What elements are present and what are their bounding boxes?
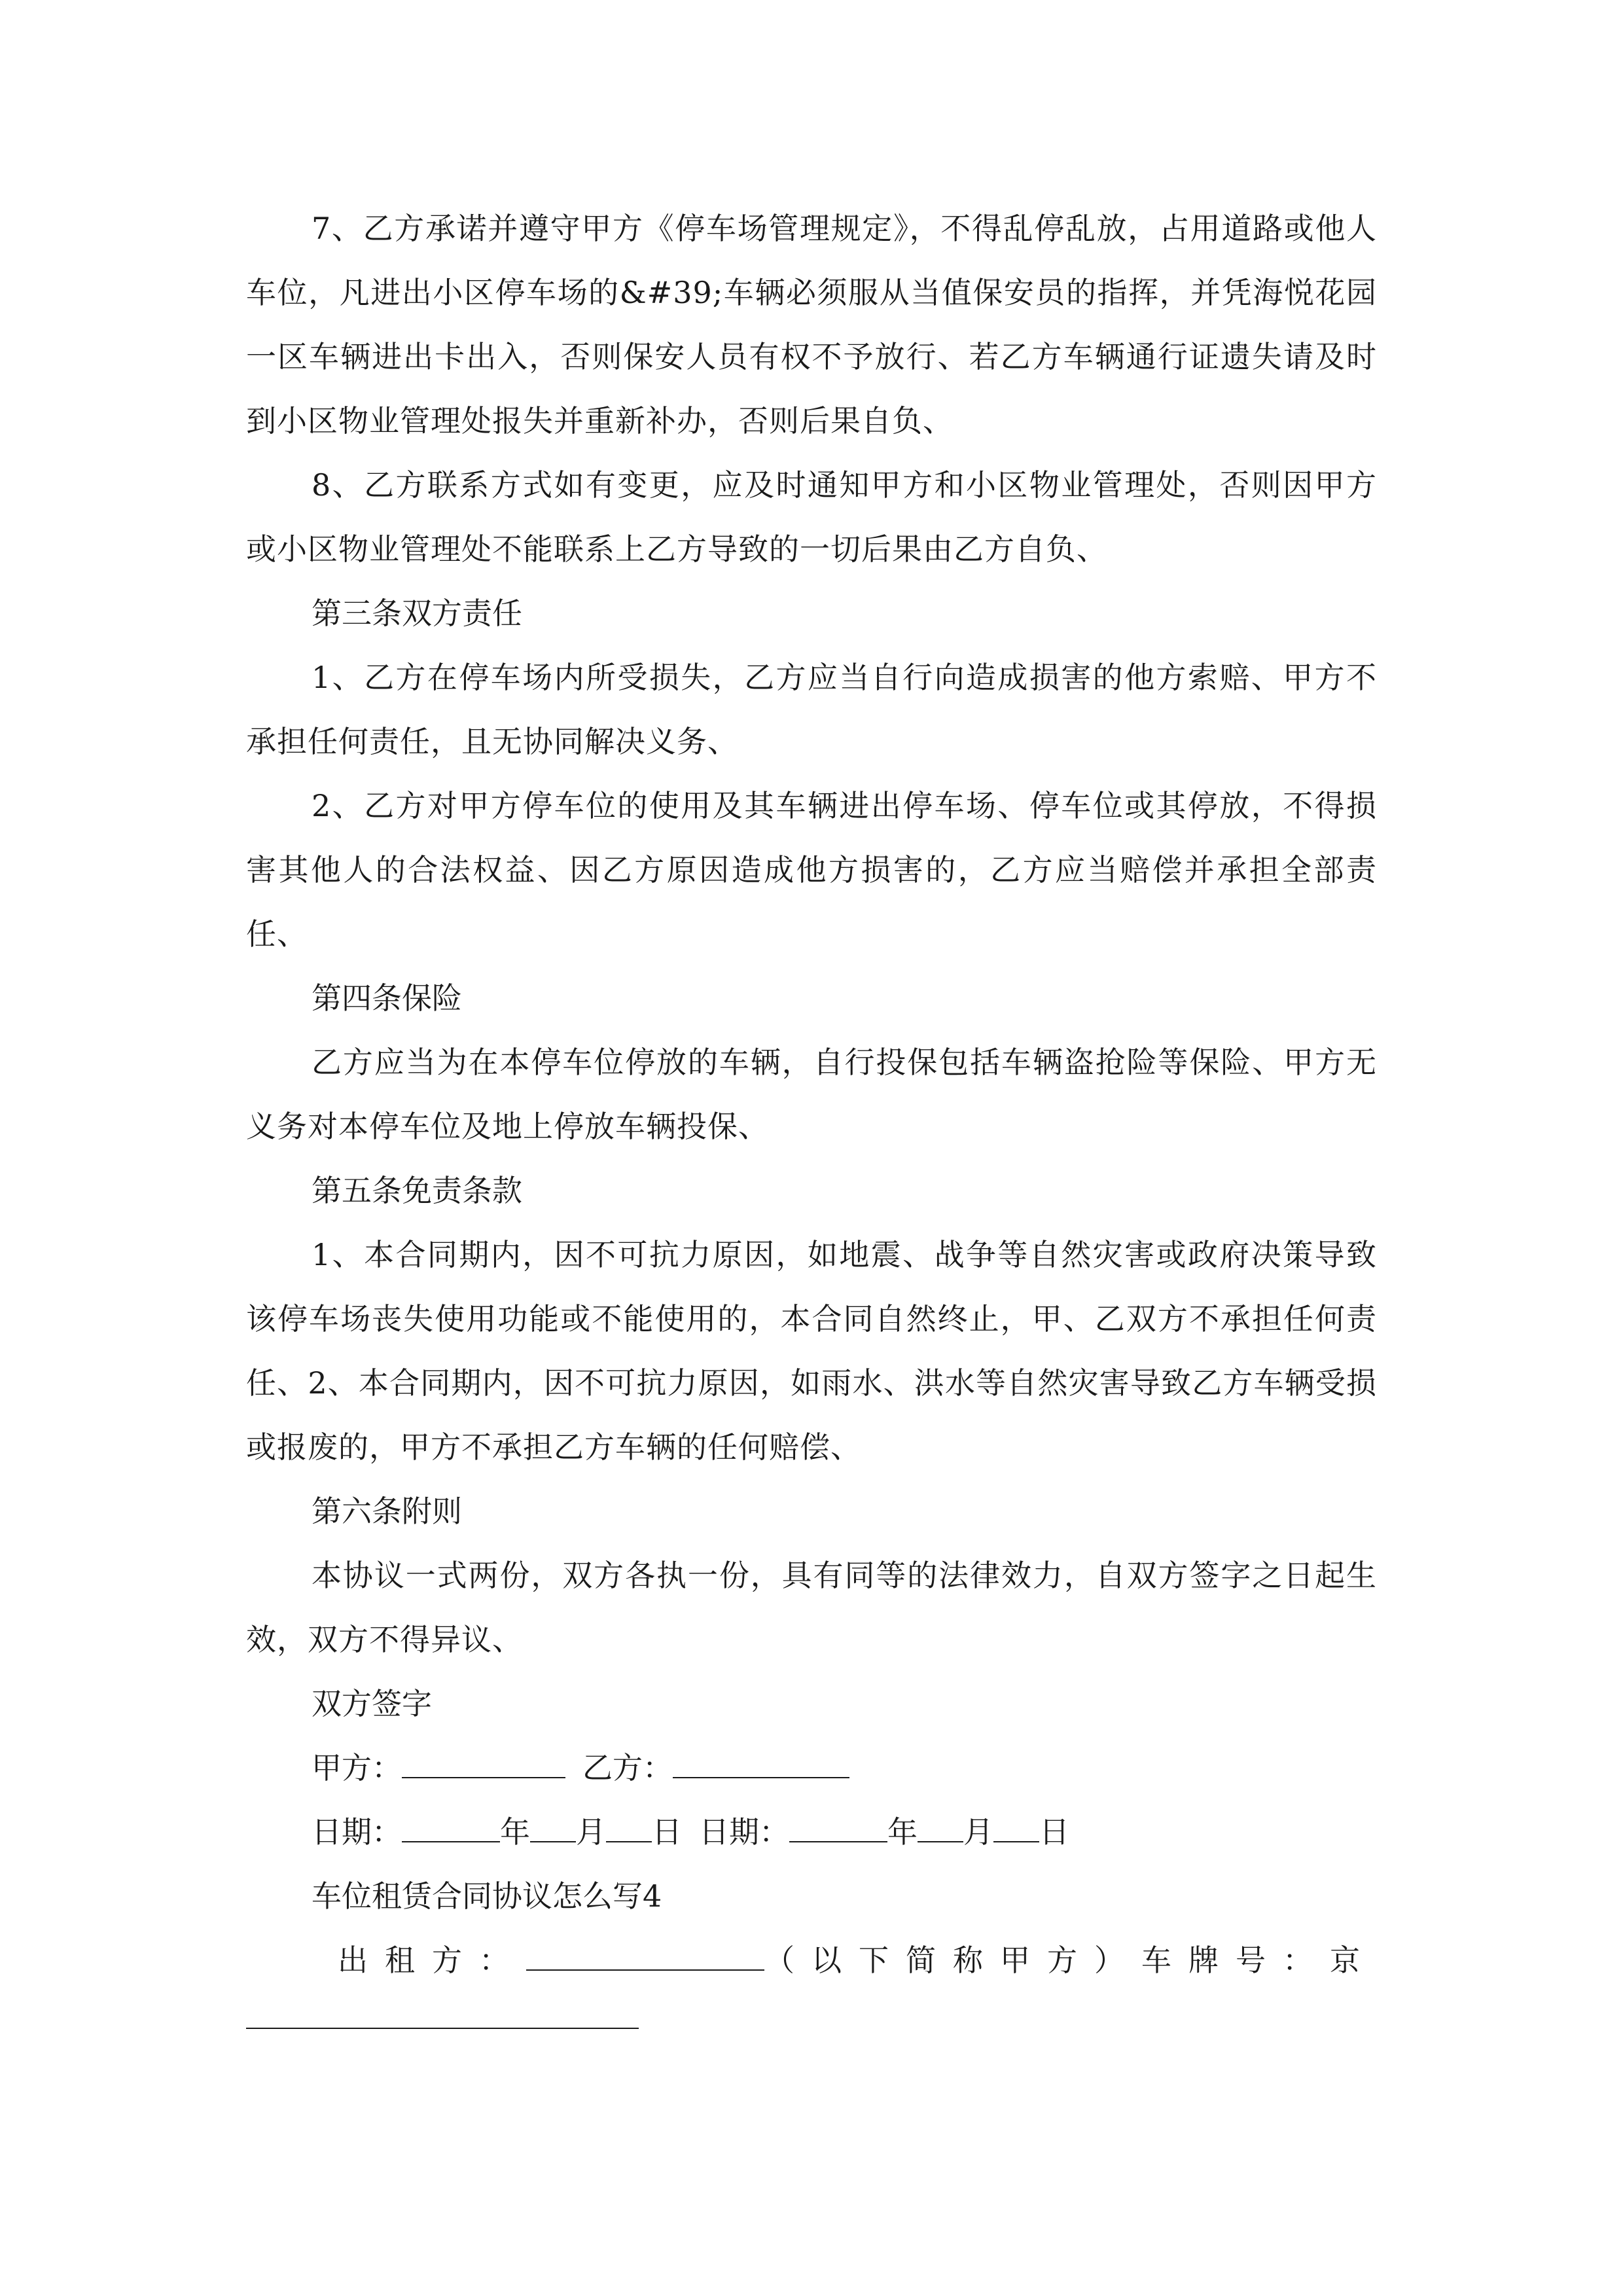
date-b-month-blank[interactable] — [918, 1814, 963, 1842]
section-5-heading: 第五条免责条款 — [312, 1173, 522, 1208]
party-a-label: 甲方： — [312, 1750, 402, 1785]
section-6-heading: 第六条附则 — [312, 1494, 462, 1529]
party-a-blank[interactable] — [402, 1749, 565, 1778]
plate-label: 车牌号：京 — [1141, 1943, 1377, 1978]
section-3-item-2: 2、乙方对甲方停车位的使用及其车辆进出停车场、停车位或其停放，不得损害其他人的合法权益、因乙方原因造成他方损害的，乙方应当赔偿并承担全部责任、 — [246, 788, 1377, 952]
clause-7: 7、乙方承诺并遵守甲方《停车场管理规定》，不得乱停乱放，占用道路或他人车位，凡进出小区停车场的&#39;车辆必须服从当值保安员的指挥，并凭海悦花园一区车辆进出卡出入，否则保安人员有权不予放行、若乙方车辆通行证遗失请及时到小区物业管理处报失并重新补办，否则后果自负、 — [246, 211, 1377, 439]
date-label-b: 日期： — [699, 1814, 789, 1850]
section-6-item-1: 本协议一式两份，双方各执一份，具有同等的法律效力，自双方签字之日起生效，双方不得异议、 — [246, 1558, 1377, 1657]
date-label-a: 日期： — [312, 1814, 402, 1850]
party-b-label: 乙方： — [582, 1750, 673, 1785]
day-label: 日 — [1039, 1814, 1069, 1850]
signature-heading: 双方签字 — [312, 1686, 432, 1721]
next-document-title: 车位租赁合同协议怎么写4 — [312, 1878, 662, 1914]
document-body — [246, 196, 1377, 1992]
section-4-item-1: 乙方应当为在本停车位停放的车辆，自行投保包括车辆盗抢险等保险、甲方无义务对本停车位及地上停放车辆投保、 — [246, 1045, 1377, 1144]
party-b-blank[interactable] — [673, 1749, 849, 1778]
date-b-day-blank[interactable] — [993, 1814, 1039, 1842]
year-label: 年 — [887, 1814, 918, 1850]
clause-8: 8、乙方联系方式如有变更，应及时通知甲方和小区物业管理处，否则因甲方或小区物业管理处不能联系上乙方导致的一切后果由乙方自负、 — [246, 467, 1377, 567]
section-4-heading: 第四条保险 — [312, 980, 462, 1016]
date-a-day-blank[interactable] — [606, 1814, 652, 1842]
lessor-row — [246, 1928, 1377, 1992]
month-label: 月 — [963, 1814, 993, 1850]
date-a-month-blank[interactable] — [530, 1814, 576, 1842]
footnote-divider — [246, 2028, 639, 2029]
section-3-item-1: 1、乙方在停车场内所受损失，乙方应当自行向造成损害的他方索赔、甲方不承担任何责任，且无协同解决义务、 — [246, 660, 1377, 759]
lessor-blank[interactable] — [526, 1942, 764, 1971]
date-b-year-blank[interactable] — [789, 1814, 887, 1842]
lessor-label: 出租方： — [338, 1943, 526, 1978]
year-label: 年 — [500, 1814, 530, 1850]
lessor-abbrev: （以下简称甲方） — [764, 1943, 1141, 1978]
date-a-year-blank[interactable] — [402, 1814, 500, 1842]
section-5-item-1: 1、本合同期内，因不可抗力原因，如地震、战争等自然灾害或政府决策导致该停车场丧失使用功能或不能使用的，本合同自然终止，甲、乙双方不承担任何责任、2、本合同期内，因不可抗力原因，如雨水、洪水等自然灾害导致乙方车辆受损或报废的，甲方不承担乙方车辆的任何赔偿、 — [246, 1237, 1377, 1465]
month-label: 月 — [576, 1814, 606, 1850]
day-label: 日 — [652, 1814, 682, 1850]
section-3-heading: 第三条双方责任 — [312, 596, 522, 631]
signature-parties-row — [246, 1736, 1377, 1800]
signature-dates-row — [246, 1800, 1377, 1864]
